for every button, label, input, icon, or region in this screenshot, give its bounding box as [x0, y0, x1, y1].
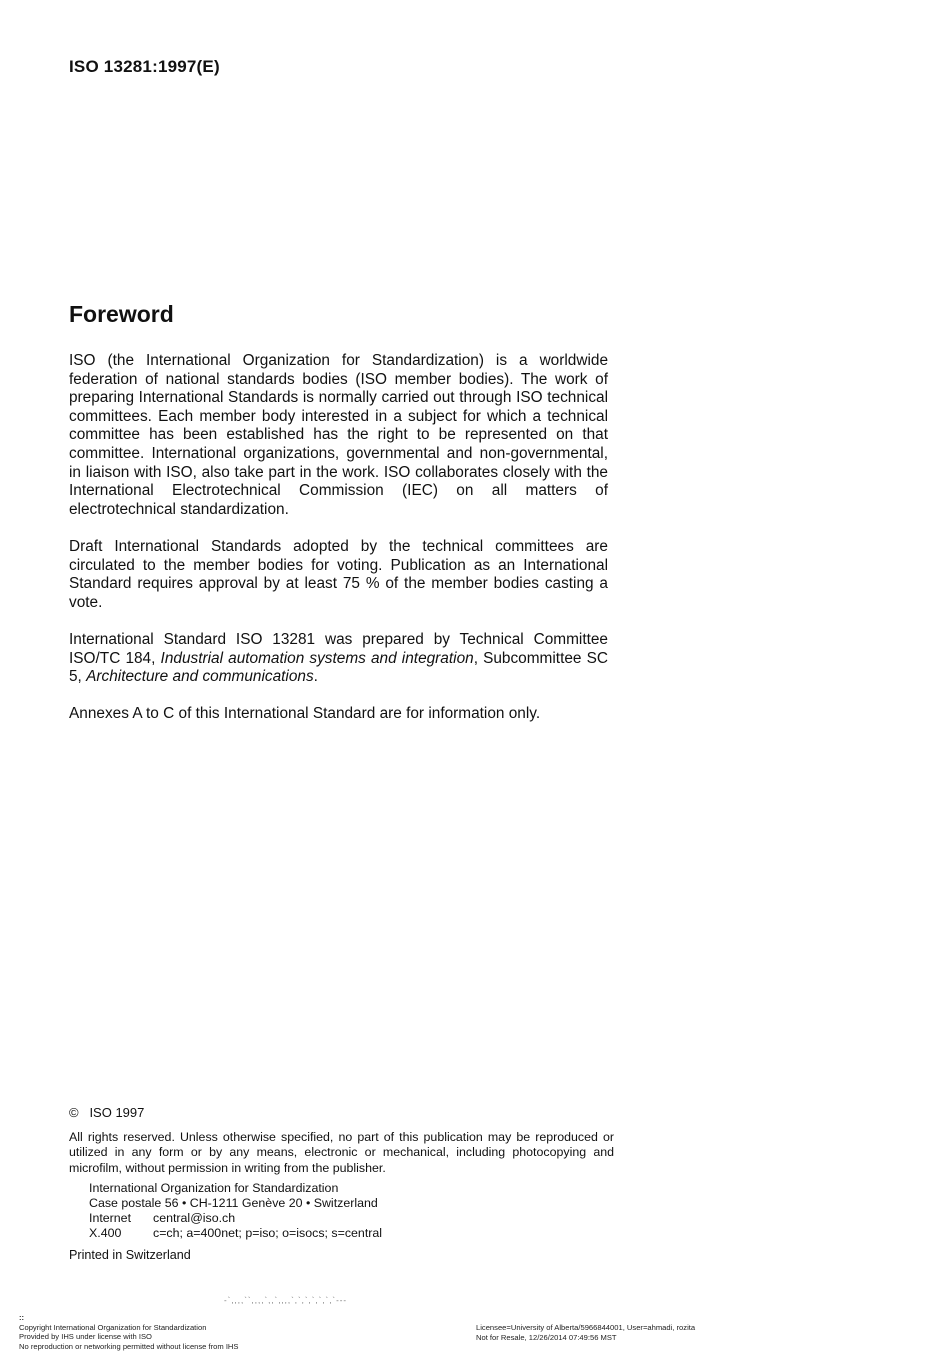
- paragraph-annexes: Annexes A to C of this International Standard are for information only.: [69, 705, 541, 723]
- footer-copyright-line: Copyright International Organization for Standardization: [19, 1322, 207, 1332]
- copyright-icon: ©: [69, 1105, 79, 1120]
- preparation-text-3: .: [313, 668, 318, 686]
- printed-in: Printed in Switzerland: [69, 1247, 191, 1262]
- page-title: Foreword: [69, 301, 174, 327]
- foreword-body: [69, 352, 608, 742]
- footer-license-left: [19, 1313, 238, 1351]
- preparation-text-1: International Standard ISO 13281 was prepared by Technical Committee ISO/TC 184,: [69, 630, 608, 667]
- footer-reproduction-line: No reproduction or networking permitted without license from IHS: [19, 1341, 239, 1351]
- committee-title: Industrial automation systems and integration: [160, 649, 474, 667]
- footer-licensee-line: Licensee=University of Alberta/5966844001, User=ahmadi, rozita: [476, 1323, 696, 1332]
- document-id-header: ISO 13281:1997(E): [69, 57, 220, 76]
- preparation-text-2: , Subcommittee SC 5,: [69, 649, 608, 686]
- footer-mark: ::: [19, 1313, 25, 1322]
- x400-address: c=ch; a=400net; p=iso; o=isocs; s=central: [153, 1226, 383, 1241]
- internet-email[interactable]: central@iso.ch: [153, 1211, 236, 1226]
- x400-label: X.400: [89, 1226, 122, 1241]
- internet-label: Internet: [89, 1211, 132, 1226]
- internet-row: [89, 1211, 614, 1226]
- footer-license-right: [476, 1323, 695, 1342]
- copyright-line: [69, 1105, 614, 1120]
- rights-statement: All rights reserved. Unless otherwise specified, no part of this publication may be reproduced or utilized in any form or by any means, electronic or mechanical, including photocopying and microfilm, without permission in writing from the publisher.: [69, 1130, 614, 1175]
- org-name: International Organization for Standardization: [89, 1180, 339, 1195]
- copyright-block: [69, 1105, 614, 1263]
- scan-dots-decoration: -`,,,,``,,,,`,,`,,,,`,`,`,`,`,`,`---: [224, 1296, 348, 1305]
- x400-row: [89, 1226, 614, 1241]
- footer-provider-line: Provided by IHS under license with ISO: [19, 1332, 152, 1342]
- copyright-year: ISO 1997: [89, 1105, 145, 1120]
- paragraph-preparation: [69, 631, 608, 687]
- iso-address: [89, 1181, 614, 1242]
- subcommittee-title: Architecture and communications: [86, 668, 314, 686]
- footer-resale-line: Not for Resale, 12/26/2014 07:49:56 MST: [476, 1332, 617, 1342]
- postal-address: Case postale 56 • CH-1211 Genève 20 • Switzerland: [89, 1196, 378, 1211]
- paragraph-iso-intro: ISO (the International Organization for Standardization) is a worldwide federation of national standards bodies (ISO member bodies). The work of preparing International Standards is normally carried out through ISO technical committees. Each member body interested in a subject for which a technical committee has been established has the right to be represented on that committee. International organizations, governmental and non-governmental, in liaison with ISO, also take part in the work. ISO collaborates closely with the International Electrotechnical Commission (IEC) on all matters of electrotechnical standardization.: [69, 352, 608, 518]
- paragraph-draft-standards: Draft International Standards adopted by the technical committees are circulated to the member bodies for voting. Publication as an International Standard requires approval by at least 75 % of the member bodies casting a vote.: [69, 537, 608, 611]
